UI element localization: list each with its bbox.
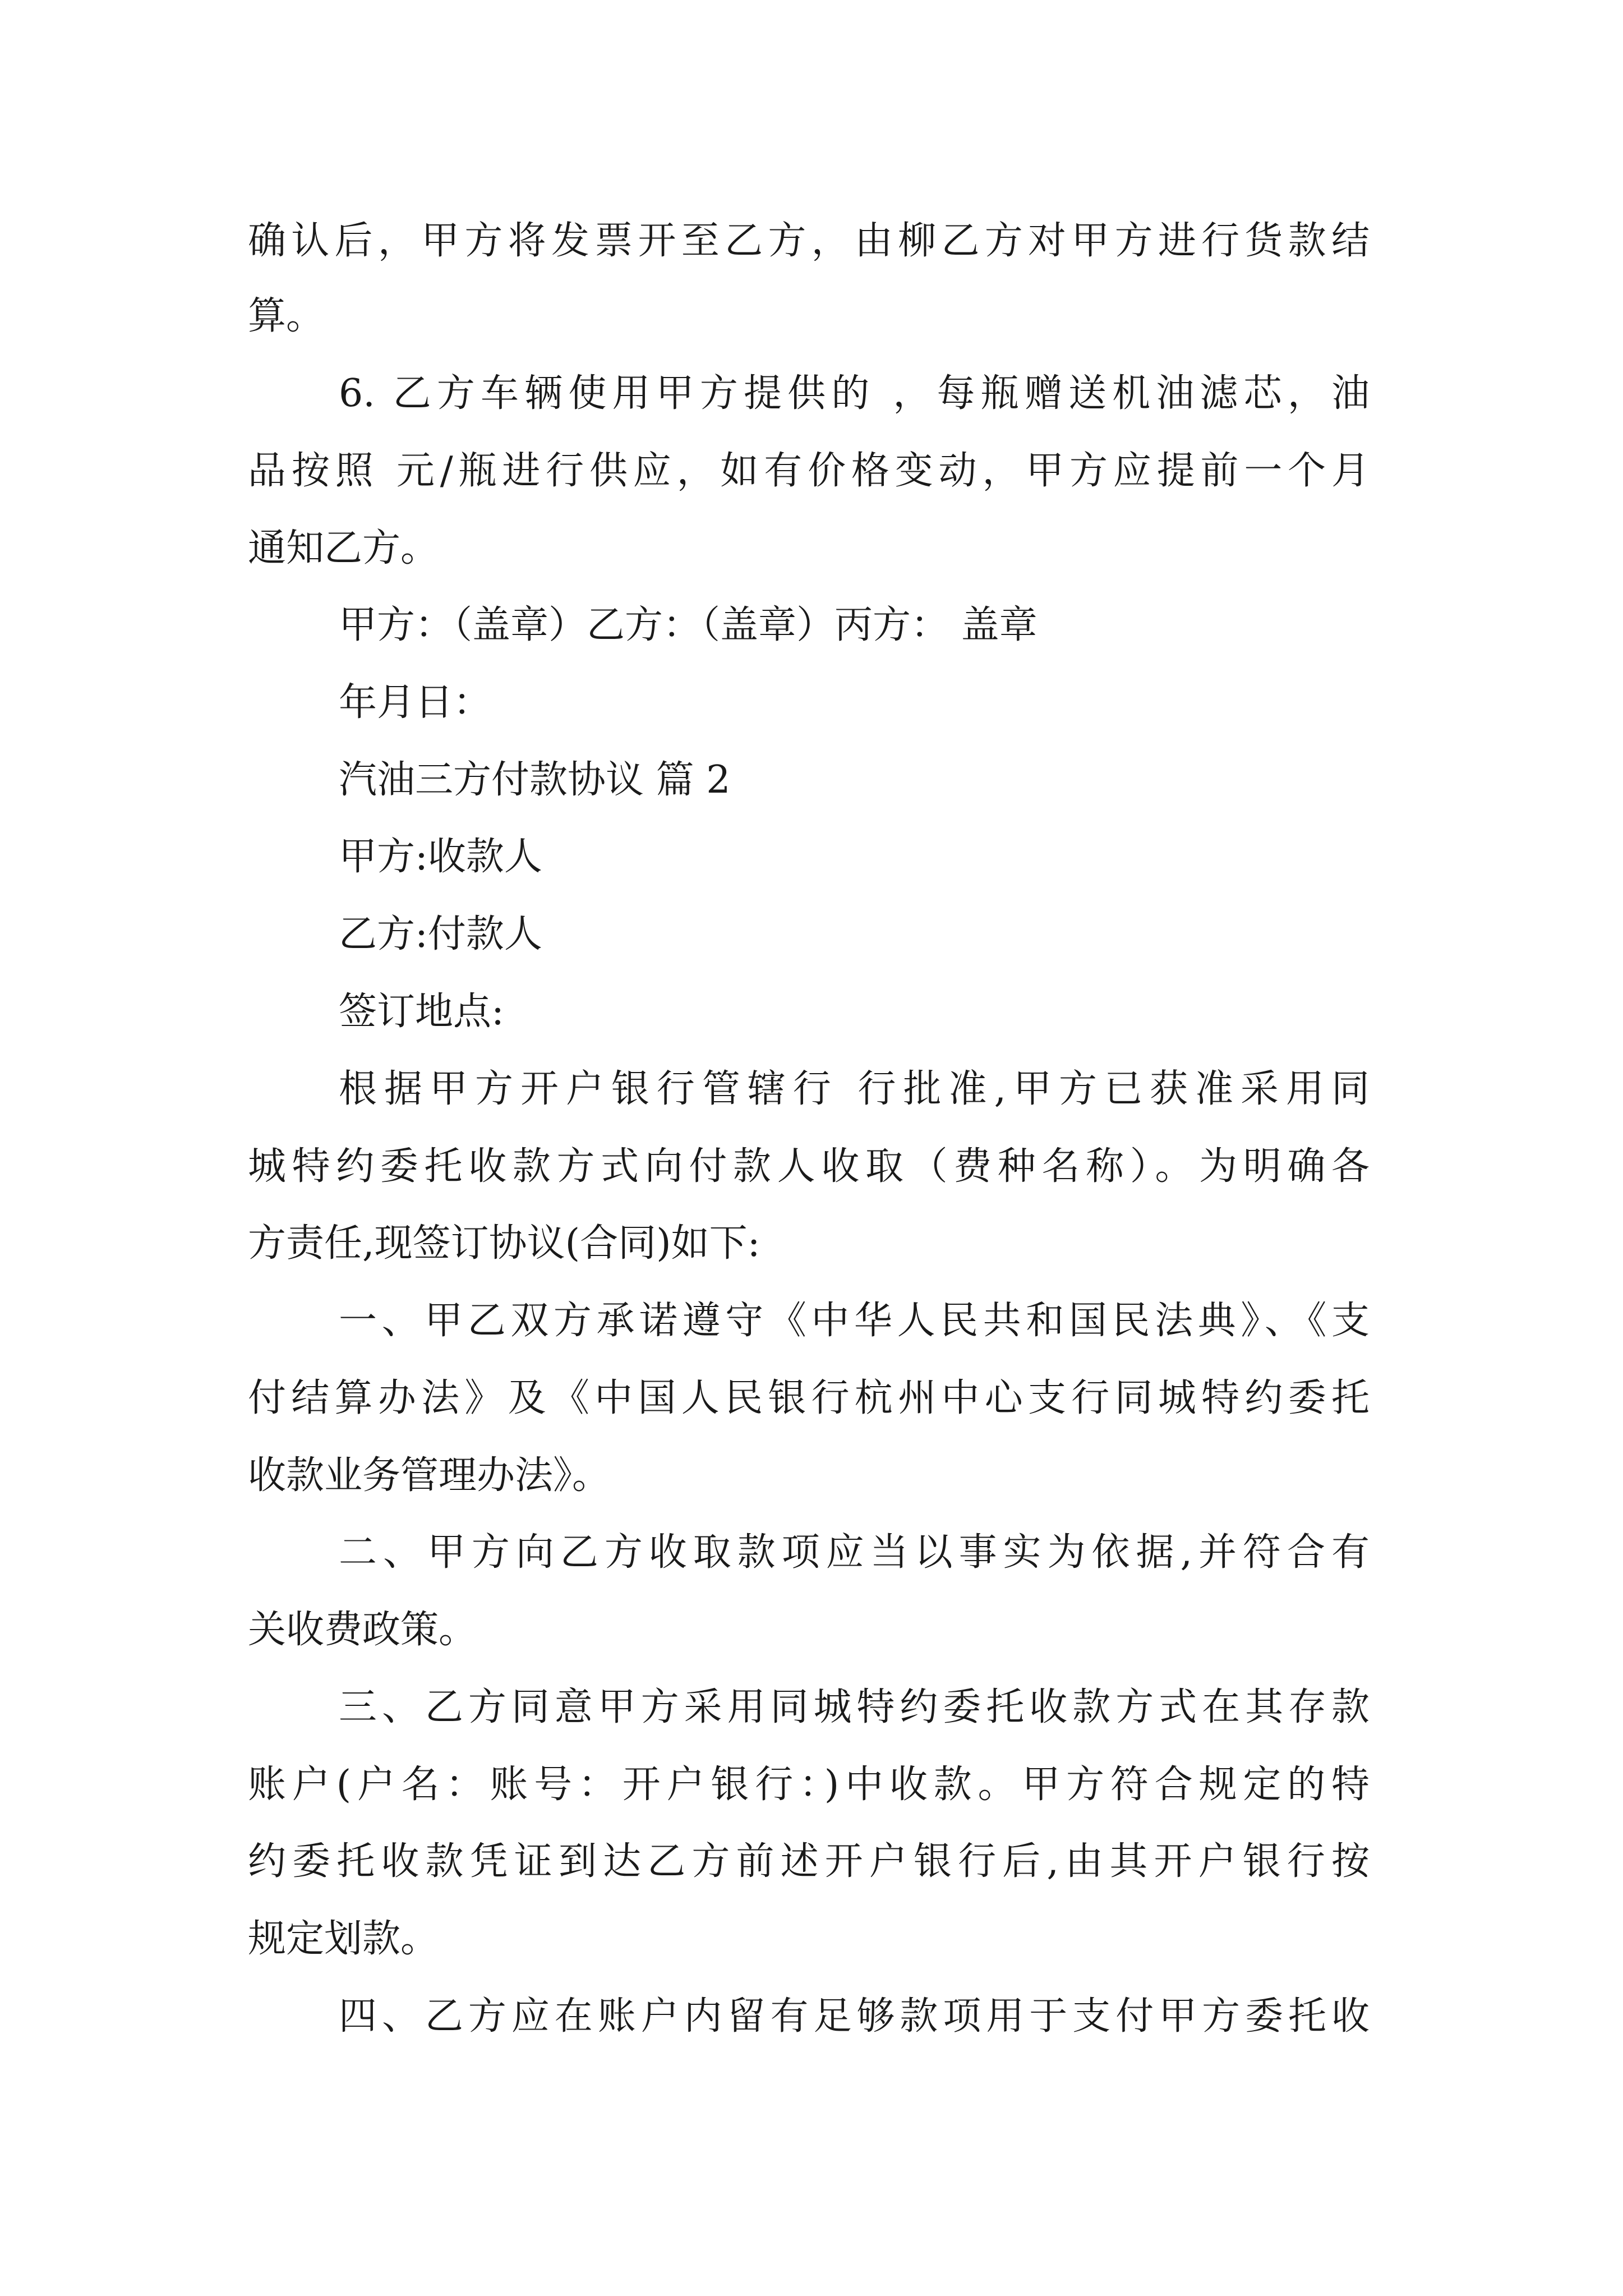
paragraph-line: 三、乙方同意甲方采用同城特约委托收款方式在其存款	[339, 1685, 1370, 1729]
paragraph-line: 四、乙方应在账户内留有足够款项用于支付甲方委托收	[339, 1994, 1370, 2039]
signature-line: 甲方：（盖章）乙方：（盖章）丙方： 盖章	[339, 603, 1038, 647]
paragraph-line: 城特约委托收款方式向付款人收取（费种名称）。为明确各	[248, 1144, 1370, 1189]
paragraph-line: 收款业务管理办法》。	[248, 1453, 611, 1498]
date-line: 年月日：	[339, 680, 492, 725]
party-a-line: 甲方:收款人	[339, 835, 542, 879]
paragraph-line: 付结算办法》及《中国人民银行杭州中心支行同城特约委托	[248, 1376, 1370, 1420]
paragraph-line: 算。	[248, 294, 325, 338]
party-b-line: 乙方:付款人	[339, 912, 542, 956]
paragraph-line: 品按照 元/瓶进行供应，如有价格变动，甲方应提前一个月	[248, 449, 1370, 493]
paragraph-line: 关收费政策。	[248, 1608, 477, 1652]
paragraph-line: 根据甲方开户银行管辖行 行批准,甲方已获准采用同	[339, 1067, 1370, 1111]
paragraph-line: 方责任,现签订协议(合同)如下:	[248, 1221, 760, 1266]
paragraph-line: 账户(户名：账号：开户银行：)中收款。甲方符合规定的特	[248, 1763, 1370, 1807]
paragraph-line: 6. 乙方车辆使用甲方提供的 ，每瓶赠送机油滤芯，油	[339, 371, 1370, 416]
paragraph-line: 二、甲方向乙方收取款项应当以事实为依据,并符合有	[339, 1530, 1370, 1575]
paragraph-line: 规定划款。	[248, 1917, 439, 1961]
paragraph-line: 通知乙方。	[248, 526, 439, 570]
paragraph-line: 约委托收款凭证到达乙方前述开户银行后,由其开户银行按	[248, 1839, 1370, 1884]
signing-place-line: 签订地点:	[339, 990, 504, 1034]
paragraph-line: 确认后，甲方将发票开至乙方，由柳乙方对甲方进行货款结	[248, 219, 1370, 263]
section-title: 汽油三方付款协议 篇 2	[339, 758, 731, 802]
paragraph-line: 一、甲乙双方承诺遵守《中华人民共和国民法典》、《支	[339, 1299, 1370, 1343]
